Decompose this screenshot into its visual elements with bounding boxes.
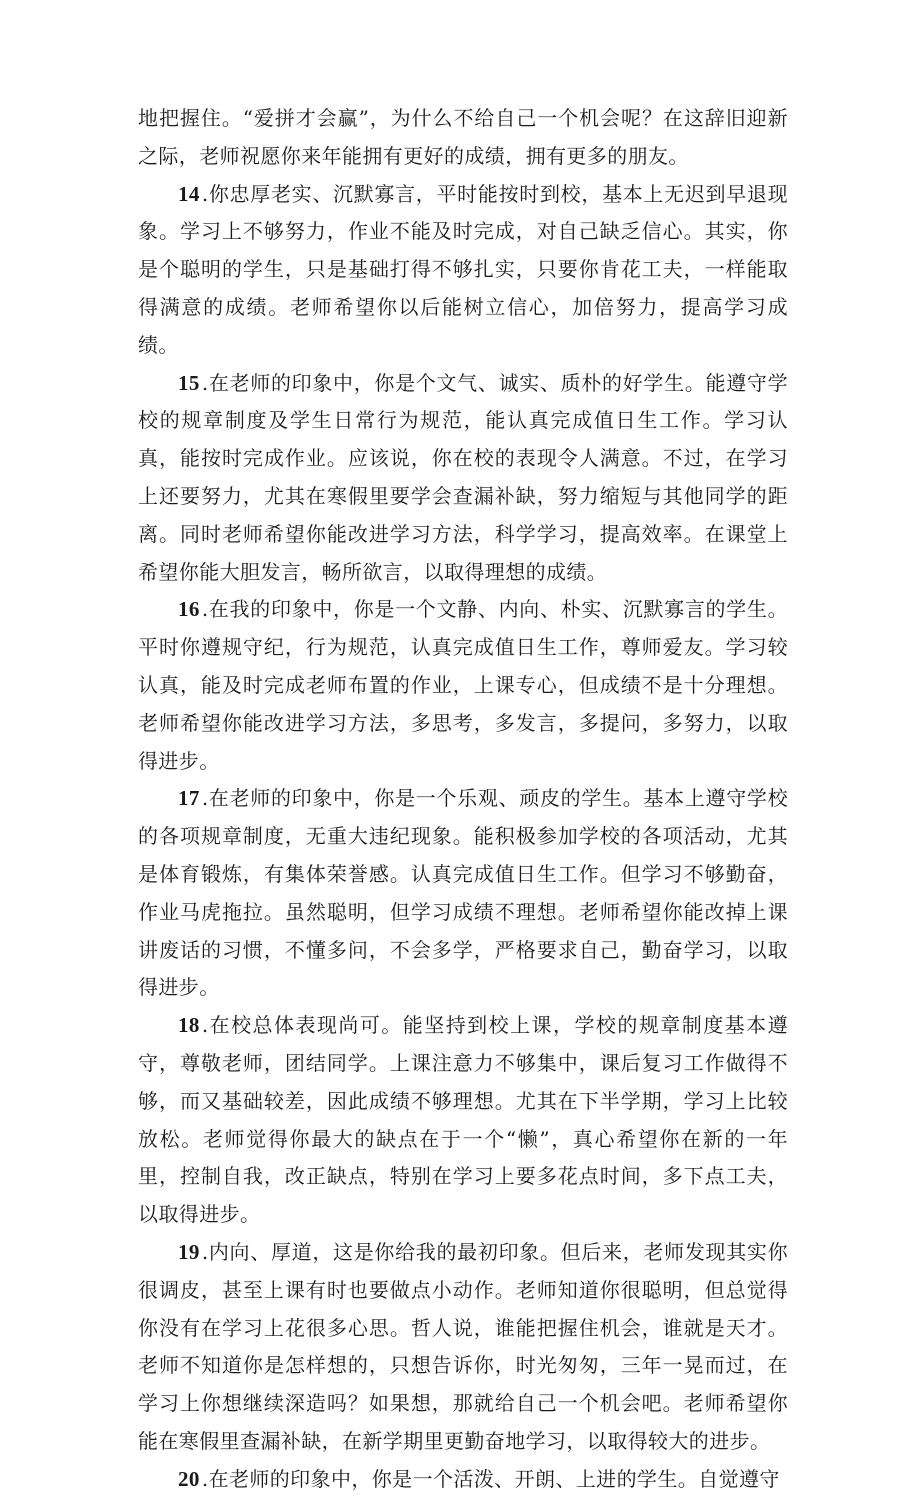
- paragraph-number: 17: [178, 786, 200, 811]
- paragraph-13-continued: [138, 100, 788, 176]
- paragraph-text: .在校总体表现尚可。能坚持到校上课，学校的规章制度基本遵守，尊敬老师，团结同学。上课注意力不够集中，课后复习工作做得不够，而又基础较差，因此成绩不够理想。尤其在下半学期，学习上比较放松。老师觉得你最大的缺点在于一个“懒”，真心希望你在新的一年里，控制自我，改正缺点，特别在学习上要多花点时间，多下点工夫，以取得进步。: [138, 1013, 788, 1227]
- paragraph-number: 19: [178, 1239, 200, 1264]
- paragraph-number: 20: [178, 1466, 200, 1491]
- paragraph-number: 16: [178, 597, 200, 622]
- paragraph-number: 18: [178, 1013, 200, 1038]
- paragraph-20: [138, 1461, 788, 1498]
- paragraph-19: [138, 1234, 788, 1461]
- paragraph-17: [138, 780, 788, 1007]
- paragraph-18: [138, 1007, 788, 1234]
- paragraph-text: .在老师的印象中，你是一个乐观、顽皮的学生。基本上遵守学校的各项规章制度，无重大违纪现象。能积极参加学校的各项活动，尤其是体育锻炼，有集体荣誉感。认真完成值日生工作。但学习不够勤奋，作业马虎拖拉。虽然聪明，但学习成绩不理想。老师希望你能改掉上课讲废话的习惯，不懂多问，不会多学，严格要求自己，勤奋学习，以取得进步。: [138, 786, 788, 1000]
- paragraph-14: [138, 176, 788, 365]
- paragraph-number: 15: [178, 370, 200, 395]
- paragraph-text: .你忠厚老实、沉默寡言，平时能按时到校，基本上无迟到早退现象。学习上不够努力，作业不能及时完成，对自己缺乏信心。其实，你是个聪明的学生，只是基础打得不够扎实，只要你肯花工夫，一样能取得满意的成绩。老师希望你以后能树立信心，加倍努力，提高学习成绩。: [138, 181, 788, 357]
- paragraph-number: 14: [178, 181, 200, 206]
- paragraph-text: .内向、厚道，这是你给我的最初印象。但后来，老师发现其实你很调皮，甚至上课有时也要做点小动作。老师知道你很聪明，但总觉得你没有在学习上花很多心思。哲人说，谁能把握住机会，谁就是天才。老师不知道你是怎样想的，只想告诉你，时光匆匆，三年一晃而过，在学习上你想继续深造吗？如果想，那就给自己一个机会吧。老师希望你能在寒假里查漏补缺，在新学期里更勤奋地学习，以取得较大的进步。: [138, 1239, 788, 1453]
- paragraph-text: .在老师的印象中，你是个文气、诚实、质朴的好学生。能遵守学校的规章制度及学生日常行为规范，能认真完成值日生工作。学习认真，能按时完成作业。应该说，你在校的表现令人满意。不过，在学习上还要努力，尤其在寒假里要学会查漏补缺，努力缩短与其他同学的距离。同时老师希望你能改进学习方法，科学学习，提高效率。在课堂上希望你能大胆发言，畅所欲言，以取得理想的成绩。: [138, 370, 788, 584]
- paragraph-text: 地把握住。“爱拼才会赢”，为什么不给自己一个机会呢？在这辞旧迎新之际，老师祝愿你来年能拥有更好的成绩，拥有更多的朋友。: [138, 106, 788, 168]
- paragraph-16: [138, 591, 788, 780]
- document-page: [138, 100, 788, 1498]
- paragraph-text: .在我的印象中，你是一个文静、内向、朴实、沉默寡言的学生。平时你遵规守纪，行为规范，认真完成值日生工作，尊师爱友。学习较认真，能及时完成老师布置的作业，上课专心，但成绩不是十分理想。老师希望你能改进学习方法，多思考，多发言，多提问，多努力，以取得进步。: [138, 597, 788, 773]
- paragraph-text: .在老师的印象中，你是一个活泼、开朗、上进的学生。自觉遵守: [201, 1466, 780, 1491]
- paragraph-15: [138, 365, 788, 592]
